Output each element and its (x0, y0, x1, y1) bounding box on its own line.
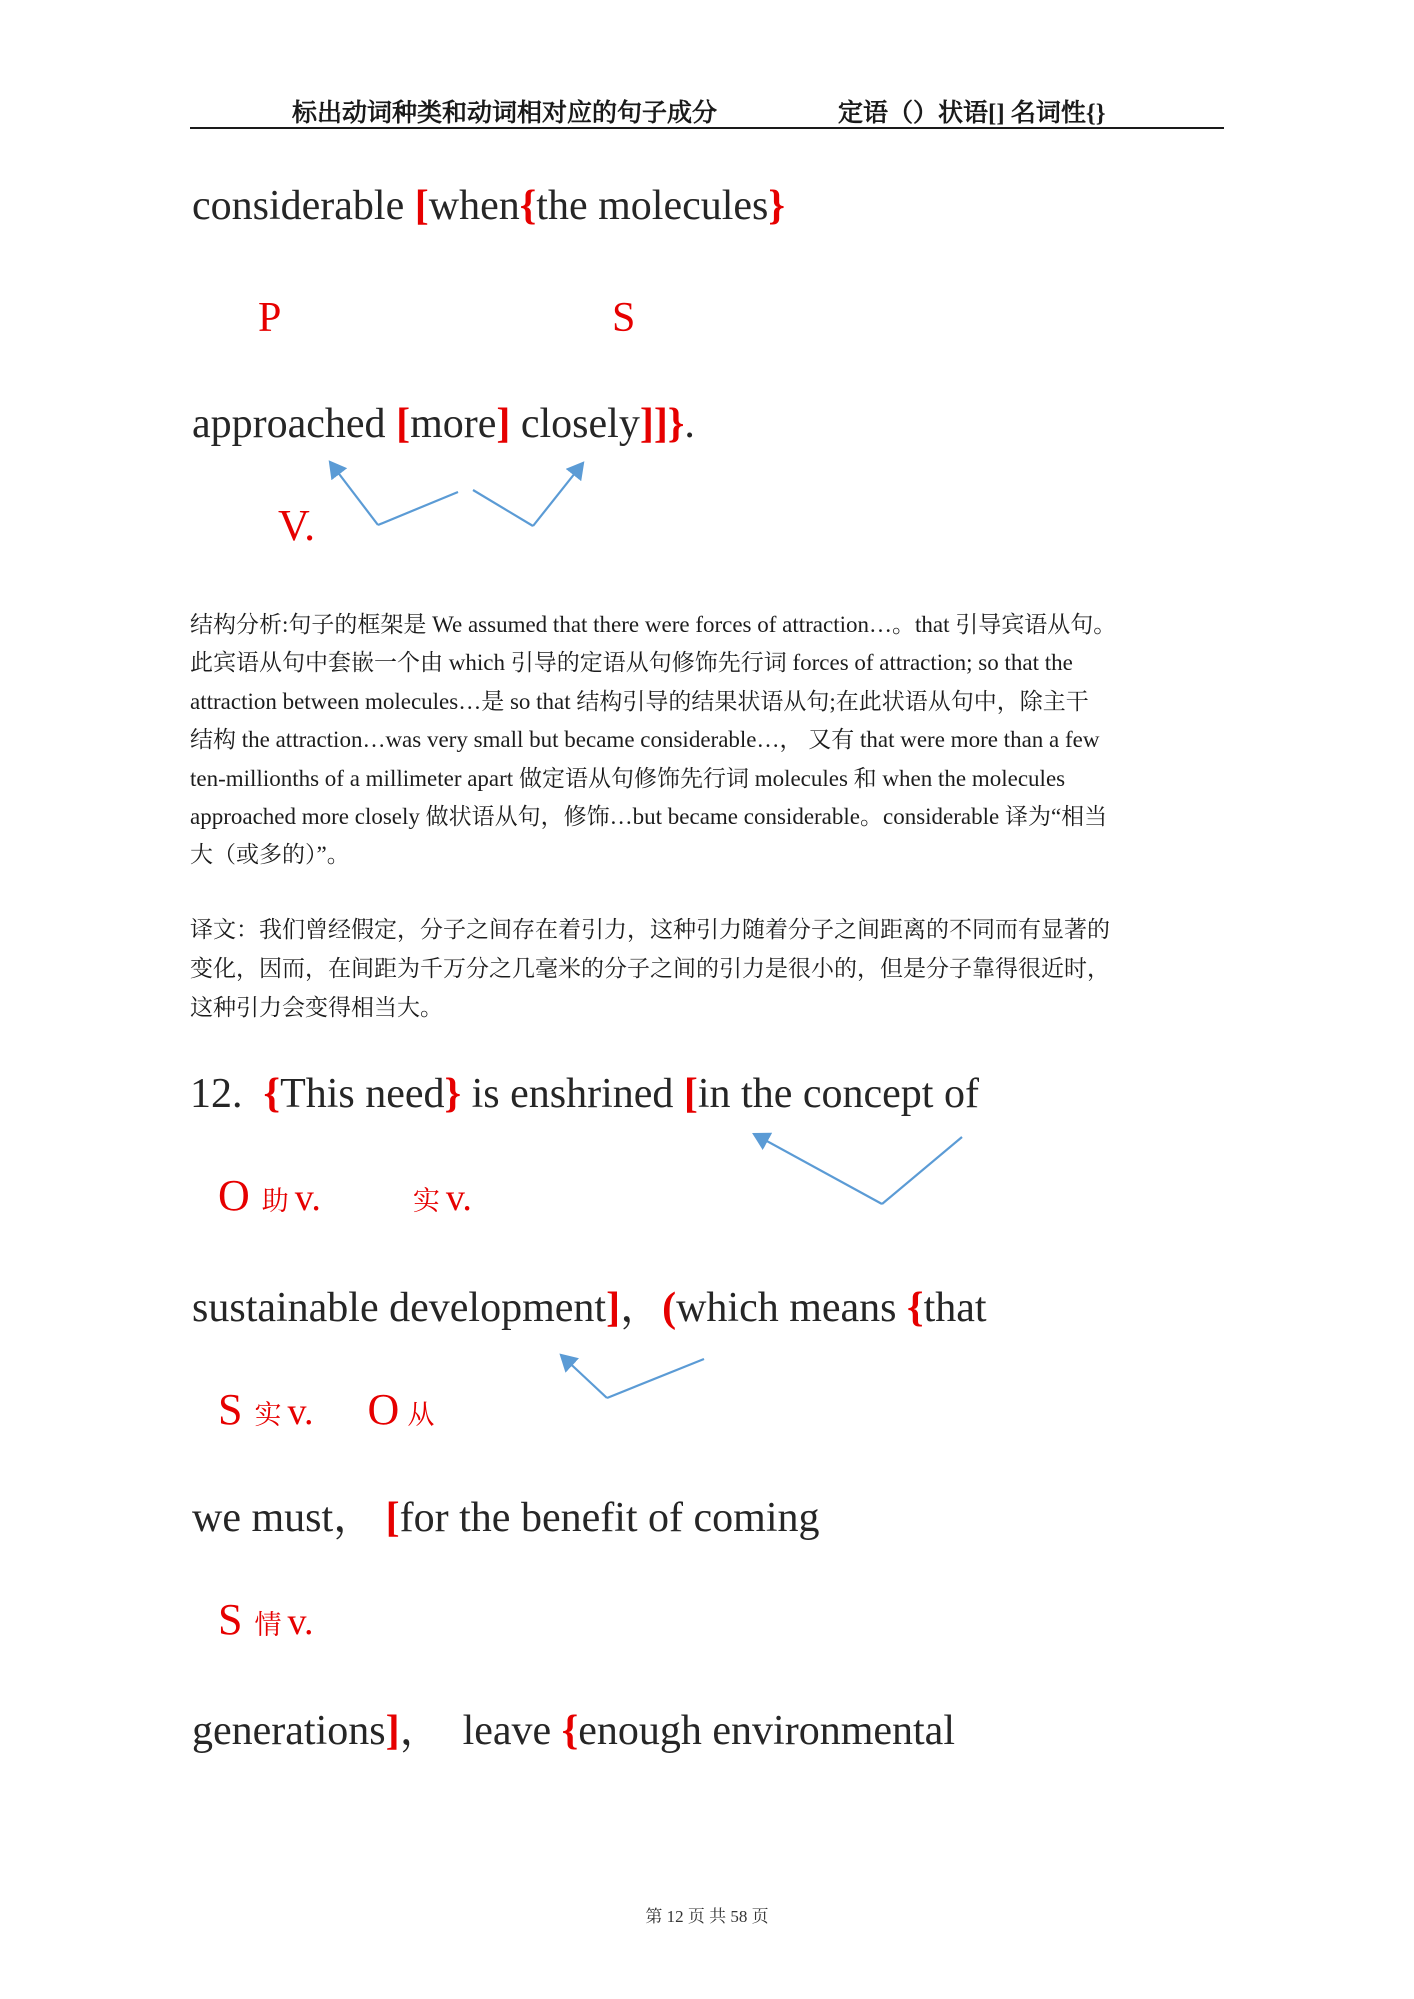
bracket-open: [ (385, 1495, 400, 1541)
sentence-line (192, 398, 695, 451)
text-segment: in the concept of (697, 1071, 979, 1117)
translation-line: 这种引力会变得相当大。 (190, 995, 443, 1020)
sentence-line (190, 1068, 979, 1121)
analysis-line: 结构分析:句子的框架是 We assumed that there were forces of attraction…。that 引导宾语从句。 (190, 612, 1117, 637)
text-segment: that (923, 1285, 987, 1331)
header-rule (190, 127, 1224, 129)
bracket-open: [ (683, 1071, 698, 1117)
sentence-line (192, 1705, 955, 1758)
text-segment: more (410, 401, 497, 447)
grammar-label-qing: 情 (254, 1610, 282, 1640)
analysis-line: approached more closely 做状语从句，修饰…but became considerable。considerable 译为“相当 (190, 804, 1108, 830)
paren-open: ( (662, 1285, 677, 1331)
grammar-label-v: v. (445, 1177, 472, 1219)
period: . (684, 401, 695, 447)
grammar-label-row (218, 1386, 434, 1434)
blue-arrow-annotation-icon (549, 1346, 719, 1408)
bracket-open: [ (414, 183, 429, 229)
analysis-paragraph (190, 606, 1240, 875)
text-segment: generations (192, 1708, 386, 1754)
translation-line: 译文：我们曾经假定，分子之间存在着引力，这种引力随着分子之间距离的不同而有显著的 (190, 917, 1110, 942)
grammar-label-shi: 实 (254, 1400, 282, 1430)
brace-close: } (768, 183, 785, 229)
grammar-label-v: v. (294, 1177, 321, 1219)
text-segment: This need (280, 1071, 445, 1117)
item-number: 12. (190, 1071, 264, 1117)
brace-open: { (263, 1071, 281, 1117)
analysis-line: 大（或多的）”。 (190, 842, 350, 868)
grammar-label-s: S (218, 1595, 243, 1644)
grammar-label-s: S (218, 1385, 243, 1434)
grammar-label-row (218, 1172, 472, 1220)
text-segment: approached (192, 401, 397, 447)
brackets-close: ]]} (639, 401, 685, 447)
grammar-label-o: O (218, 1171, 250, 1220)
footer-page-number: 第 12 页 共 58 页 (645, 1907, 769, 1926)
text-segment: the molecules (536, 183, 769, 229)
text-segment: enough environmental (578, 1708, 955, 1754)
text-segment: for the benefit of coming (399, 1495, 820, 1541)
grammar-label-shi: 实 (412, 1186, 440, 1216)
translation-paragraph (190, 910, 1240, 1027)
brace-open: { (561, 1708, 579, 1754)
brace-open: { (907, 1285, 924, 1331)
grammar-label-v: V. (278, 501, 316, 550)
comma: ， (620, 1285, 663, 1331)
sentence-line (192, 1492, 820, 1545)
sentence-line (192, 180, 785, 233)
grammar-label-cong: 从 (407, 1400, 435, 1430)
analysis-line: 此宾语从句中套嵌一个由 which 引导的定语从句修饰先行词 forces of attraction; so that the (190, 650, 1073, 676)
text-segment: ， leave (399, 1708, 562, 1754)
text-segment: when (428, 183, 520, 229)
analysis-line: attraction between molecules…是 so that 结构引导的结果状语从句;在此状语从句中，除主干 (190, 688, 1089, 714)
blue-arrow-annotation-icon (315, 450, 595, 540)
text-segment: considerable (192, 183, 415, 229)
bracket-close: ] (385, 1708, 400, 1754)
text-segment: is enshrined (461, 1071, 684, 1117)
brace-open: { (519, 183, 537, 229)
text-segment: which means (676, 1285, 908, 1331)
grammar-label-p: P (258, 295, 282, 341)
grammar-label-s: S (612, 295, 636, 341)
translation-line: 变化，因而，在间距为千万分之几毫米的分子之间的引力是很小的，但是分子靠得很近时， (190, 956, 1110, 981)
text-segment: we must， (192, 1495, 386, 1541)
blue-arrow-annotation-icon (744, 1122, 974, 1214)
grammar-label-row (218, 1596, 314, 1644)
bracket-open: [ (396, 401, 411, 447)
grammar-label-o: O (367, 1385, 400, 1434)
analysis-line: ten-millionths of a millimeter apart 做定语从句修饰先行词 molecules 和 when the molecules (190, 765, 1066, 791)
text-segment: closely (510, 401, 640, 447)
sentence-line (192, 1282, 987, 1335)
header-title: 标出动词种类和动词相对应的句子成分 (292, 100, 718, 127)
bracket-close: ] (606, 1285, 621, 1331)
grammar-label-v: v. (287, 1391, 314, 1433)
grammar-label-zhu: 助 (261, 1186, 289, 1216)
header-legend: 定语（）状语[] 名词性{} (838, 100, 1106, 127)
bracket-close: ] (496, 401, 511, 447)
brace-close: } (444, 1071, 462, 1117)
grammar-label-v: v. (287, 1601, 314, 1643)
analysis-line: 结构 the attraction…was very small but became considerable…， 又有 that were more than a few (190, 727, 1100, 753)
text-segment: sustainable development (192, 1285, 607, 1331)
